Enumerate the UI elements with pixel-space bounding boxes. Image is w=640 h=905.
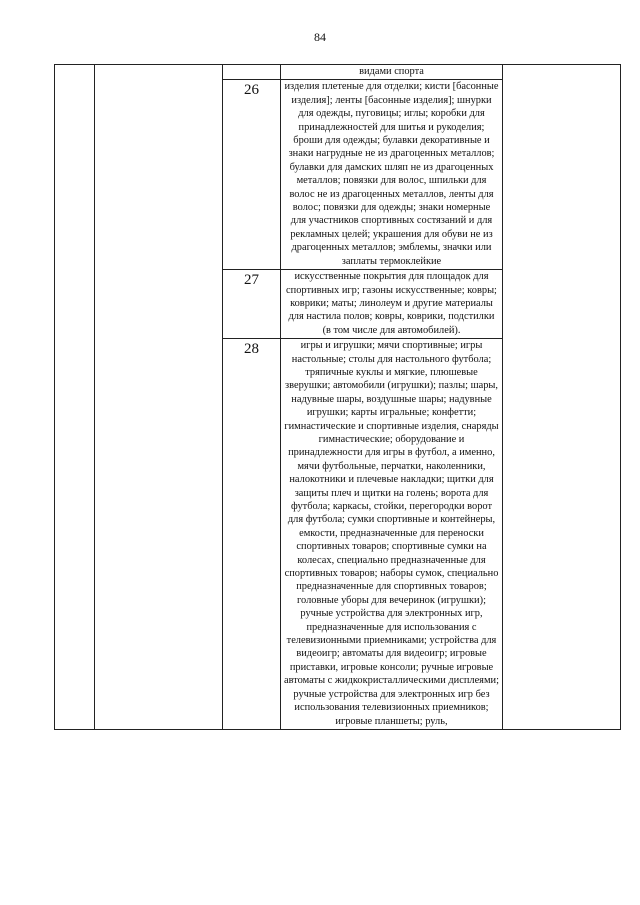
class-number: 28 xyxy=(223,339,281,730)
class-number: 27 xyxy=(223,270,281,339)
table-cell-empty xyxy=(55,65,95,730)
class-description: игры и игрушки; мячи спортивные; игры настольные; столы для настольного футбола; тряпичные куклы и мягкие, плюшевые зверушки; автомобили (игрушки); пазлы; шары, надувные шары, воздушные шары; надувные игрушки; карты игральные; конфетти; гимнастические и спортивные изделия, снаряды гимнастические; оборудование и принадлежности для игры в футбол, а именно, мячи футбольные, перчатки, наколенники, налокотники и плечевые накладки; щитки для защиты плеч и щитки на голень; ворота для футбола; каркасы, стойки, перегородки ворот для футбола; сумки спортивные и контейнеры, емкости, предназначенные для переноски спортивных товаров; спортивные сумки на колесах, специально предназначенные для спортивных товаров; наборы сумок, специально предназначенные для спортивных товаров; головные уборы для вечеринок (игрушки); ручные устройства для электронных игр, предназначенные для использования с телевизионными приемниками; устройства для видеоигр; автоматы для видеоигр; игровые приставки, игровые консоли; ручные игровые автоматы с жидкокристаллическими дисплеями; ручные устройства для электронных игр без использования телевизионных приемников; игровые планшеты; руль, xyxy=(281,339,503,730)
class-description: искусственные покрытия для площадок для спортивных игр; газоны искусственные; ковры; коврики; маты; линолеум и другие материалы для настила полов; ковры, коврики, подстилки (в том числе для автомобилей). xyxy=(281,270,503,339)
goods-table xyxy=(54,64,621,730)
table-cell-empty xyxy=(223,65,281,80)
continuation-text: видами спорта xyxy=(281,65,503,80)
table-row xyxy=(55,65,621,80)
class-description: изделия плетеные для отделки; кисти [басонные изделия]; ленты [басонные изделия]; шнурки для одежды, пуговицы; иглы; коробки для принадлежностей для шитья и рукоделия; броши для одежды; булавки декоративные и знаки нагрудные не из драгоценных металлов; булавки для дамских шляп не из драгоценных металлов; повязки для волос, шпильки для волос не из драгоценных металлов, ленты для волос; повязки для одежды; знаки номерные для участников спортивных состязаний и для рекламных целей; украшения для обуви не из драгоценных металлов; эмблемы, значки или заплаты термоклейкие xyxy=(281,80,503,270)
table-cell-empty xyxy=(503,65,621,730)
table-cell-empty xyxy=(95,65,223,730)
page-number: 84 xyxy=(314,30,326,44)
class-number: 26 xyxy=(223,80,281,270)
